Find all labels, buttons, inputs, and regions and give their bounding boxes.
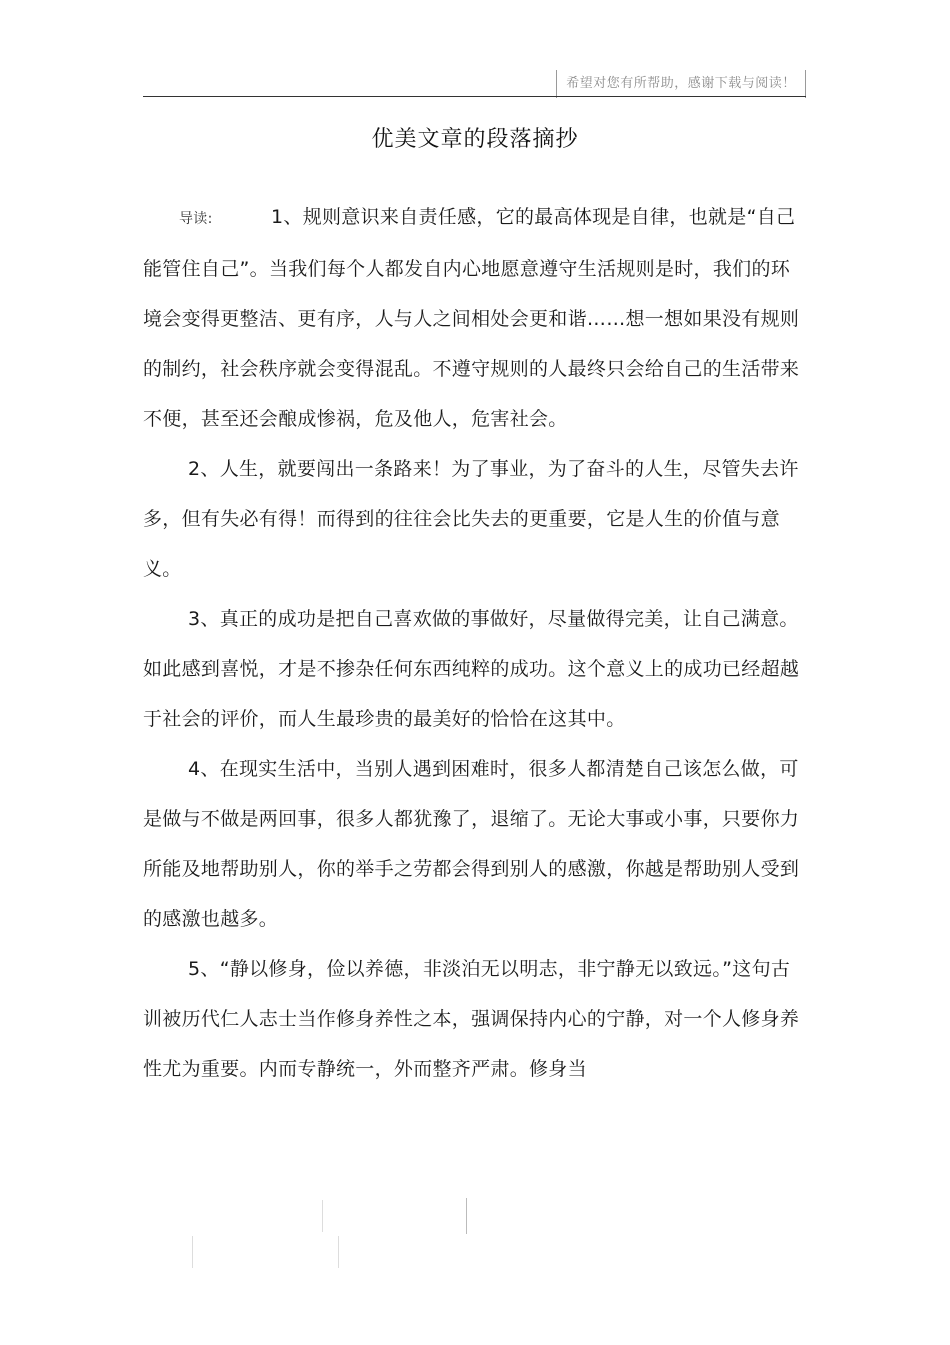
lead-label: 导读: xyxy=(179,211,213,227)
header-tagline: 希望对您有所帮助，感谢下载与阅读！ xyxy=(556,70,806,98)
scan-line-artifact xyxy=(466,1198,467,1234)
scan-line-artifact xyxy=(322,1200,323,1232)
paragraph-4: 4、在现实生活中，当别人遇到困难时，很多人都清楚自己该怎么做，可是做与不做是两回事，很多人都犹豫了，退缩了。无论大事或小事，只要你力所能及地帮助别人，你的举手之劳都会得到别人的感激，你越是帮助别人受到的感激也越多。 xyxy=(143,758,800,930)
scan-line-artifact xyxy=(338,1236,339,1268)
paragraph-1-text: 1、规则意识来自责任感，它的最高体现是自律，也就是“自己能管住自己”。当我们每个人都发自内心地愿意遵守生活规则是时，我们的环境会变得更整洁、更有序，人与人之间相处会更和谐……想一想如果没有规则的制约，社会秩序就会变得混乱。不遵守规则的人最终只会给自己的生活带来不便，甚至还会酿成惨祸，危及他人，危害社会。 xyxy=(143,206,800,430)
header-divider xyxy=(143,96,806,97)
paragraph-1 xyxy=(143,192,807,444)
document-title: 优美文章的段落摘抄 xyxy=(371,127,579,152)
paragraph-3: 3、真正的成功是把自己喜欢做的事做好，尽量做得完美，让自己满意。如此感到喜悦，才是不掺杂任何东西纯粹的成功。这个意义上的成功已经超越于社会的评价，而人生最珍贵的最美好的恰恰在这其中。 xyxy=(143,608,800,730)
paragraph-2: 2、人生，就要闯出一条路来！为了事业，为了奋斗的人生，尽管失去许多，但有失必有得！而得到的往往会比失去的更重要，它是人生的价值与意义。 xyxy=(143,458,799,580)
paragraph-5: 5、“静以修身，俭以养德，非淡泊无以明志，非宁静无以致远。”这句古训被历代仁人志士当作修身养性之本，强调保持内心的宁静，对一个人修身养性尤为重要。内而专静统一，外而整齐严肃。修身当 xyxy=(143,958,800,1080)
document-body xyxy=(143,192,807,1094)
scan-line-artifact xyxy=(192,1236,193,1268)
